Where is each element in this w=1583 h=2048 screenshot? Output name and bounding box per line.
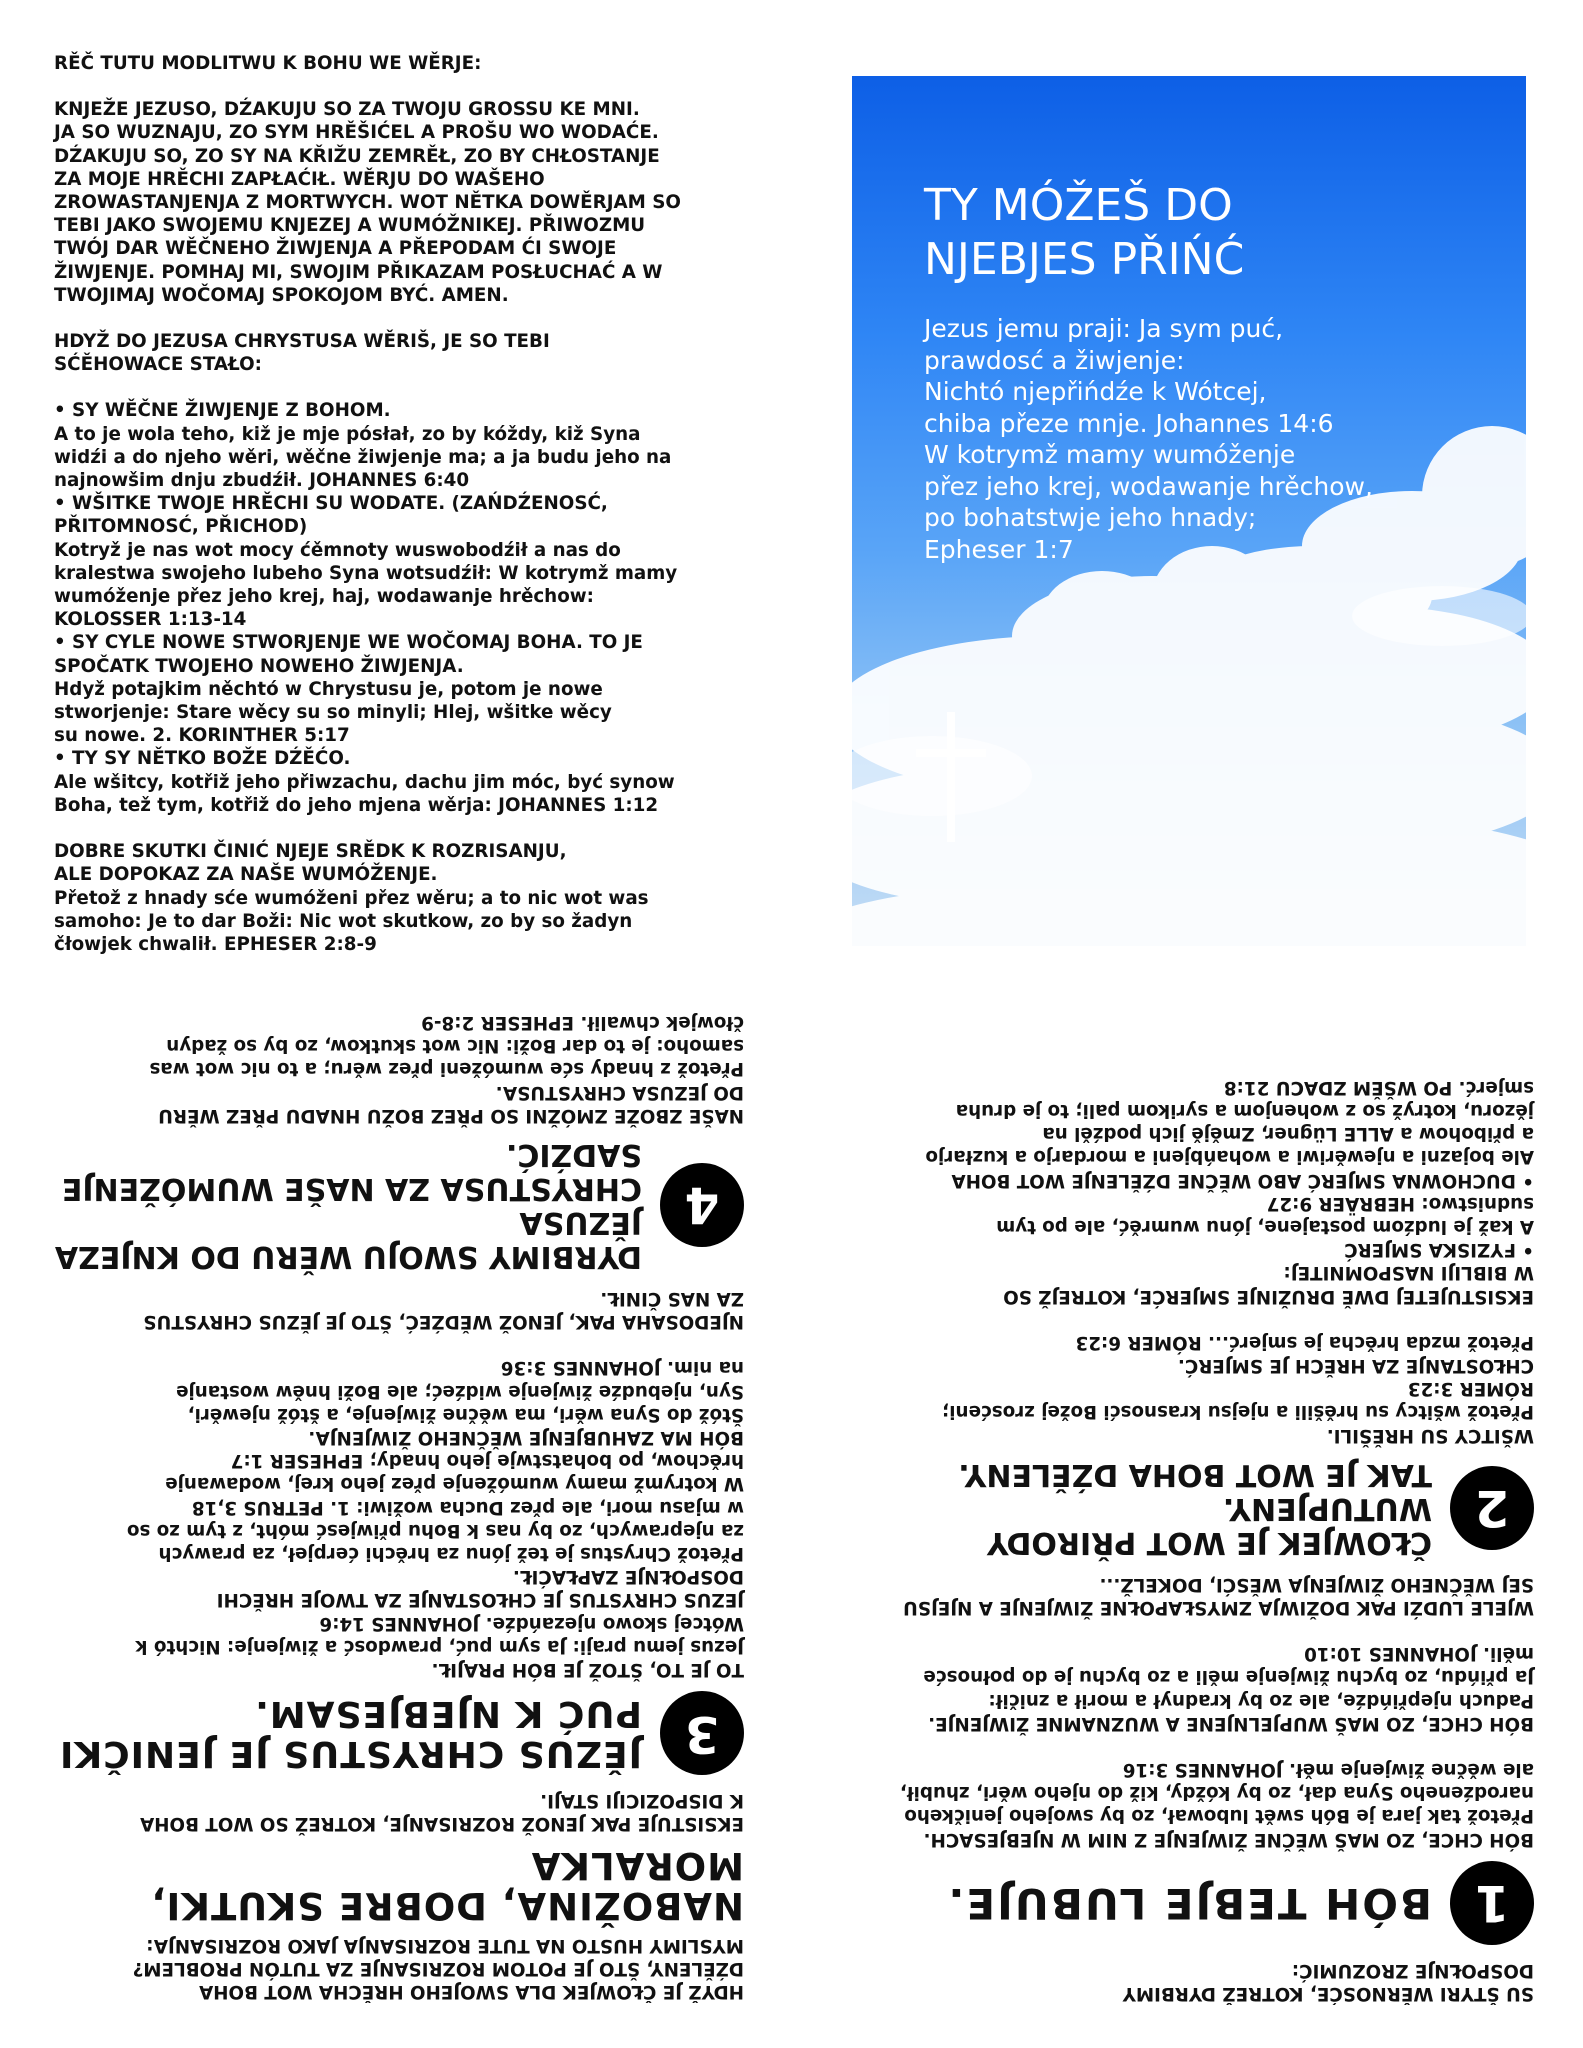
prayer-line: TWOJIMAJ WOČOMAJ SPOKOJOM BYĆ. AMEN. bbox=[54, 284, 509, 306]
section-body: RÓMER 3:23 bbox=[1407, 1378, 1534, 1400]
section-body: Ja přińdu, zo bychu žiwjenje měli a zo bychu je do połnosće bbox=[923, 1666, 1534, 1688]
prayer-panel bbox=[54, 52, 754, 955]
section-subheading: DOSPOŁNJE ZAPŁAĆIŁ. bbox=[512, 1566, 744, 1588]
section-body: samoho: je to dar Boži: Nic wot skutkow, zo by so žadyn bbox=[166, 1035, 744, 1057]
religion-heading: NABOŽINA, DOBRE SKUTKI, MORALKA bbox=[150, 1844, 744, 1928]
point-head: • WŠITKE TWOJE HRĚCHI SU WODATE. (ZAŃDŹENOSĆ, bbox=[54, 493, 608, 515]
solution-panel bbox=[44, 1011, 744, 2003]
prayer-line: ZA MOJE HRĚCHI ZAPŁAĆIŁ. WĚRJU DO WAŠEHO bbox=[54, 168, 545, 190]
point-body: wumóženje přez jeho krej, haj, wodawanje hrěchow: bbox=[54, 586, 594, 608]
prayer-line: DŹAKUJU SO, ZO SY NA KŘIŽU ZEMRĚŁ, ZO BY CHŁOSTANJE bbox=[54, 145, 660, 167]
section-body: Přetož mzda hrěcha je smjerć... RÓMER 6:23 bbox=[1075, 1331, 1534, 1353]
verse-line: po bohatstwje jeho hnady; bbox=[924, 503, 1257, 532]
verse-line: Jezus jemu praji: Ja sym puć, bbox=[924, 314, 1284, 343]
section-body: smjerć. PO WŠĚM ZDACU 21:8 bbox=[1223, 1076, 1534, 1098]
card-title-line: TY MÓŽEŠ DO bbox=[924, 180, 1233, 231]
section-body: na nim. JOHANNES 3:36 bbox=[500, 1357, 744, 1379]
verse-line: přez jeho krej, wodawanje hrěchow, bbox=[924, 471, 1373, 501]
prayer-line: JA SO WUZNAJU, ZO SYM HRĚŠIĆEL A PROŠU WO WODAĆE. bbox=[54, 122, 659, 144]
section-body: čłowjek chwalił. EPHESER 2:8-9 bbox=[421, 1011, 744, 1033]
point-body: su nowe. 2. KORINTHER 5:17 bbox=[54, 725, 350, 747]
verse-line: prawdosć a žiwjenje: bbox=[924, 345, 1185, 375]
point-list bbox=[54, 399, 754, 817]
point-body: Boha, tež tym, kotřiž do jeho mjena wěrja: JOHANNES 1:12 bbox=[54, 794, 659, 816]
section-title-line: DYRBIMY SWOJU WĚRU DO KNJEZA JĚZUSA bbox=[54, 1204, 642, 1274]
section-subheading: W BIBLIJI NASPOMNITEJ: bbox=[1283, 1262, 1534, 1284]
section-body: Přetož Chrystus je tež jónu za hrěchi ćerpjeł, za prawych bbox=[158, 1542, 744, 1564]
solution-intro: HDYŽ JE ČŁOWJEK DLA SWOJEHO HRĚCHA WOT BOHA bbox=[199, 1981, 744, 2002]
section-body: narodźeneho Syna dał, zo by kóždy, kiž do njeho wěri, zhubił, bbox=[899, 1782, 1534, 1804]
section-body: sudnistwo: HEBRÄER 9:27 bbox=[1266, 1192, 1534, 1214]
prayer-line: ZROWASTANJENJA Z MORTWYCH. WOT NĚTKA DOWĚRJAM SO bbox=[54, 192, 681, 214]
prayer-line: TEBI JAKO SWOJEMU KNJEZEJ A WUMÓŽNIKEJ. PŘIWOZMU bbox=[54, 215, 646, 237]
prayer-line: KNJEŽE JEZUSO, DŹAKUJU SO ZA TWOJU GROSSU KE MNI. bbox=[54, 99, 640, 121]
point-body: najnowšim dnju zbudźił. JOHANNES 6:40 bbox=[54, 470, 470, 492]
point-body: Kotryž je nas wot mocy ćěmnoty wuswobodźił a nas do bbox=[54, 539, 621, 561]
card-title-line: NJEBJES PŘIŃĆ bbox=[924, 234, 1245, 285]
section-title-line: TAK JE WOT BOHA DŹĚLENY. bbox=[958, 1456, 1432, 1492]
verse-line: Nichtó njepřińdźe k Wótcej, bbox=[924, 377, 1267, 406]
section-title-line: PUĆ K NJEBJESAM. bbox=[254, 1692, 642, 1734]
section-2-header bbox=[834, 1457, 1534, 1559]
solution-note: EKSISTUJE PAK JENOŽ ROZRISANJE, KOTREŽ SO WOT BOHA bbox=[140, 1813, 744, 1835]
cross-icon bbox=[916, 712, 986, 842]
section-2-title bbox=[834, 1457, 1432, 1559]
prayer-line: ŽIWJENJE. POMHAJ MI, SWOJIM PŘIKAZAM POSŁUCHAĆ A W bbox=[54, 261, 663, 283]
section-body: měli. JOHANNES 10:10 bbox=[1304, 1643, 1534, 1665]
section-number-badge: 1 bbox=[1450, 1861, 1534, 1945]
point-head: SPOČATK TWOJEHO NOWEHO ŽIWJENJA. bbox=[54, 655, 464, 677]
section-4-header bbox=[44, 1137, 744, 1273]
section-body: Přetož wšitcy su hrěšili a njejsu krasnosći Božej zrosćeni; bbox=[941, 1401, 1534, 1423]
verse-line: W kotrymž mamy wumóženje bbox=[924, 440, 1296, 469]
section-body: Paduch njepřińdźe, ale zo by kradnył a morił a zničił: bbox=[988, 1689, 1534, 1711]
section-3-title bbox=[59, 1693, 642, 1773]
section-body: Přetož tak jara je Bóh swět lubował, zo by swojeho jeničkeho bbox=[904, 1805, 1534, 1827]
section-subheading: NAŠE ZBOŽE ZMÓŽNI SO PŘEZ BOŽU HNADU PŘEZ WĚRU bbox=[158, 1104, 744, 1126]
section-body: a přibohow a ALLE Lügner, Změjě jich podźěl na bbox=[1042, 1123, 1534, 1145]
section-body: ale wěčne žiwjenje měł. JOHANNES 3:16 bbox=[1122, 1758, 1534, 1780]
point-body: stworjenje: Stare wěcy su so minyli; Hlej, wšitke wěcy bbox=[54, 702, 612, 724]
solution-intro: DŹĚLENY, ŠTO JE POTOM ROZRISANJE ZA TUTÓN PROBLEM? bbox=[132, 1957, 744, 1979]
point-body: A to je wola teho, kiž je mje pósłał, zo by kóždy, kiž Syna bbox=[54, 423, 641, 445]
section-subheading: DO JEZUSA CHRYSTUSA. bbox=[495, 1081, 744, 1103]
works-body: samoho: Je to dar Boži: Nic wot skutkow, zo by so žadyn bbox=[54, 910, 633, 932]
section-subheading: BÓH CHCE, ZO MAŠ WĚČNE ŽIWJENJE Z NIM W NJEBJESACH. bbox=[923, 1828, 1534, 1850]
bullet-head: • FYZISKA SMJERĆ bbox=[1344, 1239, 1534, 1261]
section-number-badge: 4 bbox=[660, 1163, 744, 1247]
solution-intro: MYSLIMY HUSTO NA TUTE ROZRISANJA JAKO ROZRISANJA: bbox=[146, 1934, 744, 1956]
section-body: A kaž je ludźom postajene, jónu wumrěć, ale po tym bbox=[996, 1215, 1534, 1237]
section-subheading: SEJ WĚČNEHO ŽIWJENJA WĚSĆI, DOKELŽ... bbox=[1099, 1573, 1534, 1595]
section-title-line: JĚZUS CHRYSTUS JE JENIČKI bbox=[58, 1732, 642, 1774]
section-subheading: WŠITCY SU HRĚŠILI. bbox=[1326, 1424, 1534, 1446]
section-subheading: NJEDOSAHA PAK, JENOŽ WĚDŹEĆ, ŠTO JE JĚZUS CHRYSTUS bbox=[143, 1311, 744, 1333]
verse-line: chiba přeze mnje. Johannes 14:6 bbox=[924, 408, 1334, 438]
section-body: Přetož z hnady sće wumóženi přez wěru; a to nic wot was bbox=[149, 1058, 744, 1080]
works-heading: DOBRE SKUTKI ČINIĆ NJEJE SRĚDK K ROZRISANJU, bbox=[54, 841, 567, 863]
truths-intro: SU ŠTYRI WĚRNOSĆE, KOTREŽ DYRBIMY bbox=[1122, 1983, 1534, 2004]
sky-card bbox=[852, 76, 1526, 946]
section-subheading: WJELE LUDŹI PAK DOŽIWJA ZMYSŁAPOŁNE ŽIWJENJE A NJEJSU bbox=[903, 1596, 1534, 1618]
bullet-head: • DUCHOWNA SMJERĆ ABO WĚČNE DŹĚLENJE WOT BOHA bbox=[951, 1169, 1534, 1191]
solution-note: K DISPOZICIJI STAJI. bbox=[540, 1790, 744, 1812]
card-verse bbox=[924, 313, 1484, 565]
section-4-title bbox=[44, 1137, 642, 1273]
point-body: Ale wšitcy, kotřiž jeho přiwzachu, dachu jim móc, być synow bbox=[54, 771, 675, 793]
truths-intro: DOSPOŁNJE ZROZUMIĆ: bbox=[1291, 1959, 1534, 1981]
section-1-header bbox=[834, 1861, 1534, 1945]
section-subheading: CHŁOSTANJE ZA HRĚCH JE SMJERĆ. bbox=[1177, 1354, 1534, 1376]
section-number-badge: 3 bbox=[660, 1691, 744, 1775]
card-title bbox=[924, 179, 1244, 287]
section-subheading: BÓH MA ZAHUBJENJE WĚČNEHO ŽIWJENJA. bbox=[308, 1426, 744, 1448]
believe-heading: HDYŽ DO JEZUSA CHRYSTUSA WĚRIŠ, JE SO TEBI bbox=[54, 331, 550, 353]
section-body: W kotrymž mamy wumóženje přez jeho krej, wodawanje bbox=[165, 1473, 744, 1495]
prayer-intro: RĚČ TUTU MODLITWU K BOHU WE WĚRJE: bbox=[54, 53, 482, 74]
section-subheading: TO JE TO, ŠTOŽ JE BÓH PRAJIŁ. bbox=[431, 1658, 744, 1680]
point-head: • SY WĚČNE ŽIWJENJE Z BOHOM. bbox=[54, 400, 391, 422]
section-body: Wótcej skowo njezańdźe. JOHANNES 14:6 bbox=[319, 1612, 744, 1634]
works-body: Přetož z hnady sće wumóženi přez wěru; a to nic wot was bbox=[54, 887, 649, 909]
point-head: PŘITOMNOSĆ, PŘICHOD) bbox=[54, 516, 308, 538]
section-1-title: BÓH TEBJE LUBUJE. bbox=[946, 1878, 1432, 1928]
point-body: KOLOSSER 1:13-14 bbox=[54, 609, 247, 631]
point-body: kralestwa swojeho lubeho Syna wotsudźił: W kotrymž mamy bbox=[54, 562, 678, 584]
point-head: • TY SY NĚTKO BOŽE DŹĚĆO. bbox=[54, 748, 351, 770]
verse-line: Epheser 1:7 bbox=[924, 534, 1074, 564]
prayer-line: TWÓJ DAR WĚČNEHO ŽIWJENJA A PŘEPODAM ĆI SWOJE bbox=[54, 238, 617, 260]
section-body: Syn, njebudźe žiwjenje widźeć; ale Boži hněw wostanje bbox=[176, 1380, 744, 1402]
truths-panel bbox=[834, 1076, 1534, 2005]
section-body: w mjasu mori, ale přez Ducha wožiwi: 1. PETRUS 3,18 bbox=[191, 1496, 744, 1518]
section-body: Jezus jemu praji: Ja sym puć, prawdosć a žiwjenje: Nichtó k bbox=[135, 1635, 744, 1657]
works-body: čłowjek chwalił. EPHESER 2:8-9 bbox=[54, 933, 377, 955]
section-title-line: CHRYSTUSA ZA NAŠE WUMÓŽENJE SADŹIĆ. bbox=[61, 1136, 642, 1206]
section-3-header bbox=[44, 1691, 744, 1775]
believe-heading: SĆĚHOWACE STAŁO: bbox=[54, 354, 262, 376]
section-subheading: EKSISTUJETEJ DWĚ DRUŽINJE SMJERĆE, KOTREJŽ SO bbox=[1003, 1285, 1534, 1307]
point-body: widźi a do njeho wěri, wěčne žiwjenje ma; a ja budu jeho na bbox=[54, 446, 672, 468]
section-title-line: ČŁOWJEK JE WOT PŘIRODY WUTUPJENY. bbox=[986, 1490, 1432, 1560]
prayer-text bbox=[54, 98, 754, 307]
section-body: Ale bojazni a njewěriwi a wohańbjeni a mordarjo a kuzłarjo bbox=[925, 1146, 1534, 1168]
section-subheading: BÓH CHCE, ZO MAŠ WUPJELNJENE A WUZNAMNE ŽIWJENJE. bbox=[928, 1712, 1534, 1734]
works-heading: ALE DOPOKAZ ZA NAŠE WUMÓŽENJE. bbox=[54, 864, 438, 886]
section-body: jězoru, kotryž so z wohenjom a syrikom pali; to je druha bbox=[955, 1099, 1534, 1121]
section-body: za njeprawych, zo by nas k Bohu přiwjesć móht, z tym zo so bbox=[126, 1519, 744, 1541]
section-body: Štóž do Syna wěri, ma wěčne žiwjenje, a štóž njewěri, bbox=[187, 1403, 744, 1425]
section-subheading: ZA NAS ČINIŁ. bbox=[600, 1287, 744, 1309]
point-body: Hdyž potajkim něchtó w Chrystusu je, potom je nowe bbox=[54, 678, 603, 700]
section-body: hrěchow, po bohatstwje jeho hnady; EPHESER 1:7 bbox=[230, 1450, 744, 1472]
section-subheading: JEZUS CHRYSTUS JE CHŁOSTANJE ZA TWOJE HRĚCHI bbox=[216, 1589, 744, 1611]
section-number-badge: 2 bbox=[1450, 1466, 1534, 1550]
point-head: • SY CYLE NOWE STWORJENJE WE WOČOMAJ BOHA. TO JE bbox=[54, 632, 643, 654]
